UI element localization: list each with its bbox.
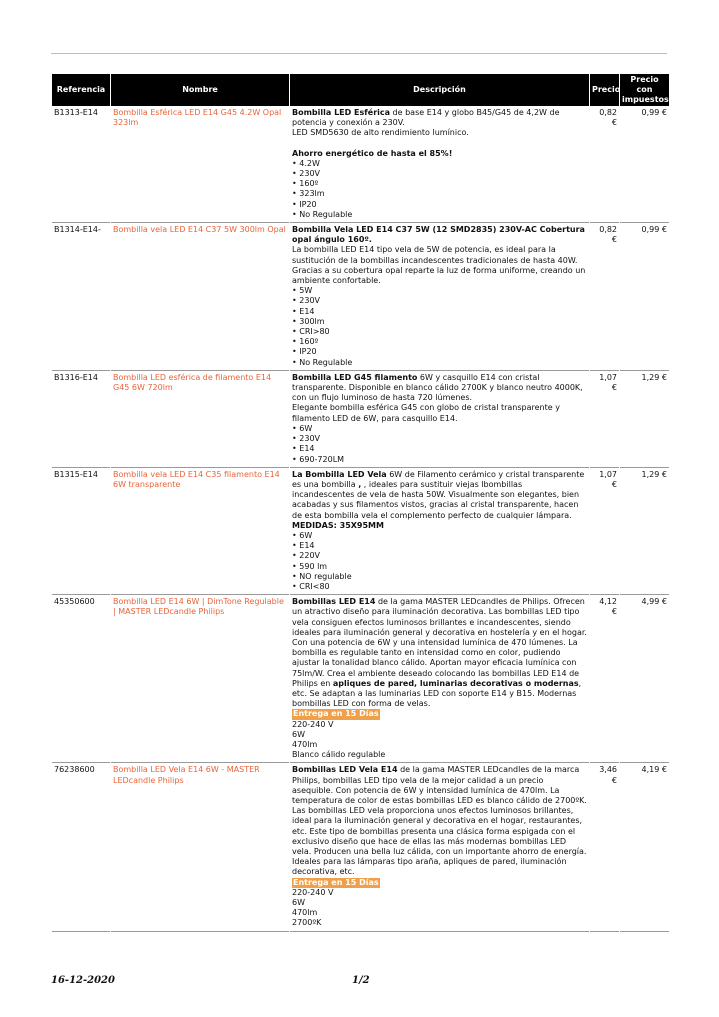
top-divider bbox=[51, 53, 667, 54]
product-price-with-tax: 4,99 € bbox=[620, 595, 669, 763]
description-text: 6W de Filamento cerámico y cristal transparente es una bombilla bbox=[292, 469, 585, 489]
description-line bbox=[292, 908, 587, 918]
description-line bbox=[292, 128, 587, 138]
description-text: 220-240 V bbox=[292, 887, 334, 897]
description-line bbox=[292, 551, 587, 561]
description-line bbox=[292, 424, 587, 434]
product-price-with-tax: 0,99 € bbox=[620, 106, 669, 223]
description-text: • E14 bbox=[292, 444, 315, 454]
description-line bbox=[292, 169, 587, 179]
product-name-link[interactable]: Bombilla LED E14 6W | DimTone Regulable | MASTER LEDcandle Philips bbox=[111, 595, 289, 763]
description-text: 6W bbox=[292, 898, 305, 908]
product-name-link[interactable]: Bombilla vela LED E14 C35 filamento E14 6W transparente bbox=[111, 468, 289, 595]
description-text: • 230V bbox=[292, 296, 321, 306]
description-text: 6W y casquillo E14 con cristal transparente. Disponible en blanco cálido 2700K y blanco neutro 4000K, con un flujo luminoso de hasta 720 lúmenes. bbox=[292, 372, 583, 403]
product-name-link[interactable]: Bombilla vela LED E14 C37 5W 300lm Opal bbox=[111, 223, 289, 371]
product-description bbox=[290, 595, 589, 763]
description-line bbox=[292, 149, 587, 159]
description-line bbox=[292, 597, 587, 709]
product-reference: B1316-E14 bbox=[52, 371, 110, 468]
delivery-badge: Entrega en 15 Días bbox=[293, 709, 379, 719]
description-line bbox=[292, 373, 587, 404]
product-name-link[interactable]: Bombilla Esférica LED E14 G45 4.2W Opal 323lm bbox=[111, 106, 289, 223]
description-text: • CRI>80 bbox=[292, 327, 330, 337]
header-precio-impuestos: Precio con impuestos bbox=[622, 75, 669, 104]
description-text: • 160º bbox=[292, 337, 319, 347]
footer-date: 16-12-2020 bbox=[51, 975, 115, 986]
description-bold-text: Ahorro energético de hasta el 85%! bbox=[292, 148, 453, 158]
description-text: • IP20 bbox=[292, 199, 317, 209]
description-line bbox=[292, 730, 587, 740]
table-row bbox=[52, 223, 669, 371]
table-row bbox=[52, 106, 669, 223]
description-line bbox=[292, 918, 587, 928]
description-line bbox=[292, 210, 587, 220]
description-bold-text: Bombilla LED G45 filamento bbox=[292, 372, 418, 382]
delivery-badge: Entrega en 15 Días bbox=[293, 877, 379, 887]
product-reference: B1315-E14 bbox=[52, 468, 110, 595]
description-text: • NO regulable bbox=[292, 571, 352, 581]
description-text: Elegante bombilla esférica G45 con globo de cristal transparente y filamento LED de 6W, para casquillo E14. bbox=[292, 403, 560, 423]
product-price-with-tax: 0,99 € bbox=[620, 223, 669, 371]
description-text: • 6W bbox=[292, 423, 313, 433]
description-line bbox=[292, 562, 587, 572]
description-line bbox=[292, 159, 587, 169]
description-text: 470lm bbox=[292, 739, 318, 749]
description-line bbox=[292, 572, 587, 582]
description-line bbox=[292, 898, 587, 908]
description-text: LED SMD5630 de alto rendimiento lumínico. bbox=[292, 128, 469, 138]
description-text: • 230V bbox=[292, 434, 321, 444]
description-line bbox=[292, 888, 587, 898]
description-text: • E14 bbox=[292, 306, 315, 316]
description-text: • CRI<80 bbox=[292, 581, 330, 591]
table-row bbox=[52, 595, 669, 763]
table-row bbox=[52, 468, 669, 595]
description-text: • No Regulable bbox=[292, 357, 353, 367]
product-description bbox=[290, 371, 589, 468]
description-text: 6W bbox=[292, 729, 305, 739]
description-line bbox=[292, 541, 587, 551]
description-line bbox=[292, 337, 587, 347]
description-line bbox=[292, 347, 587, 357]
product-description bbox=[290, 763, 589, 931]
description-text: • 160º bbox=[292, 179, 319, 189]
description-bold-text: Bombillas LED Vela E14 bbox=[292, 765, 398, 775]
products-table bbox=[51, 74, 670, 932]
description-line bbox=[292, 765, 587, 877]
product-price-with-tax: 4,19 € bbox=[620, 763, 669, 931]
description-line bbox=[292, 720, 587, 730]
description-text: • 6W bbox=[292, 530, 313, 540]
description-bold-text: apliques de pared, luminarias decorativas o modernas bbox=[332, 678, 579, 688]
description-line bbox=[292, 878, 587, 888]
description-text: 2700ºK bbox=[292, 918, 322, 928]
description-bold-text: Bombilla LED Esférica bbox=[292, 108, 391, 117]
product-price-with-tax: 1,29 € bbox=[620, 468, 669, 595]
description-line bbox=[292, 444, 587, 454]
description-line bbox=[292, 582, 587, 592]
description-text: de la gama MASTER LEDcandles de la marca Philips, bombillas LED tipo vela de la mejor calidad a un precio asequible. Con potencia de 6W y intensidad lumínica de 470lm. La temperatura de color de estas bombillas LED es blanco cálido de 2700ºK. Las bombillas LED vela proporciona unos efectos luminosos brillantes, ideal para la iluminación general y decorativa en el hogar, restaurantes, etc. Este tipo de bombillas presenta una clásica forma espigada con el exclusivo diseño que hace de ellas las más modernas bombillas LED vela. Producen una bella luz cálida, con un importante ahorro de energía. Ideales para las lámparas tipo araña, apliques de pared, iluminación decorativa, etc. bbox=[292, 765, 587, 877]
header-descripcion: Descripción bbox=[290, 74, 589, 106]
description-line bbox=[292, 521, 587, 531]
description-line bbox=[292, 740, 587, 750]
product-price: 0,82 € bbox=[590, 106, 619, 223]
description-text: • 230V bbox=[292, 169, 321, 179]
description-line bbox=[292, 307, 587, 317]
description-line bbox=[292, 455, 587, 465]
description-line bbox=[292, 403, 587, 423]
description-bold-text: , bbox=[358, 479, 362, 489]
product-reference: B1314-E14- bbox=[52, 223, 110, 371]
footer-page-number: 1/2 bbox=[352, 975, 370, 986]
description-text: Blanco cálido regulable bbox=[292, 750, 386, 760]
description-text: • 590 lm bbox=[292, 561, 328, 571]
description-bold-text: La Bombilla LED Vela bbox=[292, 469, 387, 479]
description-text: 470lm bbox=[292, 908, 318, 918]
description-line bbox=[292, 189, 587, 199]
product-description bbox=[290, 106, 589, 223]
product-description bbox=[290, 223, 589, 371]
description-text: , ideales para sustituir viejas lbombillas incandescentes de vela de hasta 50W. Visualmente son elegantes, bien acabadas y sus filamentos vistos, gracias al cristal transparente, hacen de esta bombilla vela el complemento perfecto de cualquier lámpara. bbox=[292, 479, 580, 520]
description-line bbox=[292, 108, 587, 128]
description-text: 220-240 V bbox=[292, 719, 334, 729]
product-price: 1,07 € bbox=[590, 468, 619, 595]
product-description bbox=[290, 468, 589, 595]
description-text: • 4.2W bbox=[292, 158, 320, 168]
header-referencia: Referencia bbox=[52, 74, 110, 106]
product-reference: B1313-E14 bbox=[52, 106, 110, 223]
description-text: • No Regulable bbox=[292, 209, 353, 219]
description-text: • 5W bbox=[292, 286, 313, 296]
table-header-row bbox=[52, 74, 669, 106]
product-name-link[interactable]: Bombilla LED esférica de filamento E14 G45 6W 720lm bbox=[111, 371, 289, 468]
description-line bbox=[292, 245, 587, 286]
product-price: 4,12 € bbox=[590, 595, 619, 763]
product-name-link[interactable]: Bombilla LED Vela E14 6W - MASTER LEDcandle Philips bbox=[111, 763, 289, 931]
description-line bbox=[292, 470, 587, 521]
product-reference: 76238600 bbox=[52, 763, 110, 931]
description-text: • E14 bbox=[292, 541, 315, 551]
description-text: de base E14 y globo B45/G45 de 4,2W de potencia y conexión a 230V. bbox=[292, 108, 560, 128]
description-line bbox=[292, 327, 587, 337]
product-price: 0,82 € bbox=[590, 223, 619, 371]
product-price: 3,46 € bbox=[590, 763, 619, 931]
description-text: • 690-720LM bbox=[292, 454, 345, 464]
description-text: • 220V bbox=[292, 551, 321, 561]
description-line bbox=[292, 225, 587, 245]
description-line bbox=[292, 709, 587, 719]
product-price: 1,07 € bbox=[590, 371, 619, 468]
description-bold-text: MEDIDAS: 35X95MM bbox=[292, 520, 384, 530]
description-text: • 300lm bbox=[292, 316, 325, 326]
description-line bbox=[292, 531, 587, 541]
description-text: • 323lm bbox=[292, 189, 325, 199]
header-nombre: Nombre bbox=[111, 74, 289, 106]
table-row bbox=[52, 763, 669, 931]
product-price-with-tax: 1,29 € bbox=[620, 371, 669, 468]
description-line bbox=[292, 179, 587, 189]
table-row bbox=[52, 371, 669, 468]
description-text: , etc. Se adaptan a las luminarias LED con soporte E14 y B15. Modernas bombillas LED con forma de velas. bbox=[292, 678, 582, 709]
description-text: • IP20 bbox=[292, 347, 317, 357]
description-text: de la gama MASTER LEDcandles de Philips. Ofrecen un atractivo diseño para iluminación decorativa. Las bombillas LED tipo vela consiguen efectos luminosos brillantes e incandescentes, siendo ideales para iluminación general y decorativa en hostelería y en el hogar. Con una potencia de 6W y una intensidad lumínica de 470 lúmenes. La bombilla es regulable tanto en intensidad como en color, pudiendo ajustar la tonalidad blanco cálido. Aportan mayor eficacia lumínica con 75lm/W. Crea el ambiente deseado colocando las bombillas LED E14 de Philips en bbox=[292, 597, 587, 688]
description-line bbox=[292, 296, 587, 306]
product-reference: 45350600 bbox=[52, 595, 110, 763]
description-line bbox=[292, 286, 587, 296]
description-bold-text: Bombilla Vela LED E14 C37 5W (12 SMD2835) 230V-AC Cobertura opal ángulo 160º. bbox=[292, 225, 585, 245]
description-line bbox=[292, 317, 587, 327]
description-spacer bbox=[292, 139, 587, 149]
table-body bbox=[52, 106, 669, 932]
description-line bbox=[292, 358, 587, 368]
description-bold-text: Bombillas LED E14 bbox=[292, 597, 376, 607]
description-line bbox=[292, 750, 587, 760]
header-precio: Precio bbox=[590, 74, 619, 106]
description-text: La bombilla LED E14 tipo vela de 5W de potencia, es ideal para la sustitución de la bombillas incandescentes tradicionales de hasta 40W. Gracias a su cobertura opal reparte la luz de forma uniforme, creando un ambiente confortable. bbox=[292, 245, 586, 286]
description-line bbox=[292, 200, 587, 210]
description-line bbox=[292, 434, 587, 444]
